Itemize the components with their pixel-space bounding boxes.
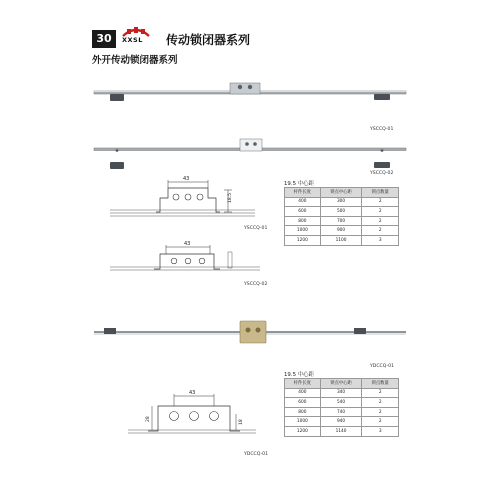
table-header-cell: 杆件长度 (285, 379, 321, 389)
brand-name: XXSL (122, 36, 143, 44)
dim-height-ysccq-01: 18.5 (228, 192, 233, 203)
dim-width-ydccq-01: 43 (189, 390, 196, 396)
table-cell: 600 (285, 398, 321, 408)
table-header-cell: 锁点中心距 (320, 188, 362, 198)
table-row (285, 226, 399, 236)
page-title: 传动锁闭器系列 (166, 33, 251, 47)
table-row (285, 407, 399, 417)
table-cell: 300 (320, 197, 362, 207)
table-cell: 3 (362, 426, 399, 436)
table-cell: 400 (285, 388, 321, 398)
table-row (285, 426, 399, 436)
table-cell: 800 (285, 216, 321, 226)
table-cell: 900 (320, 226, 362, 236)
table-row (285, 207, 399, 217)
table-cell: 2 (362, 197, 399, 207)
spec-table-ydccq (284, 378, 399, 437)
table-cell: 1140 (320, 426, 362, 436)
product-rod-ysccq-02 (92, 138, 410, 174)
table1-title: 19.5 中心距 (284, 181, 314, 187)
table-cell: 3 (362, 235, 399, 245)
drawing-ysccq-02 (110, 238, 260, 286)
table-row (285, 398, 399, 408)
dim-width-ysccq-02: 43 (184, 241, 191, 247)
table-cell: 2 (362, 388, 399, 398)
table-header-cell: 锁点中心距 (320, 379, 362, 389)
table-cell: 700 (320, 216, 362, 226)
product-rod-ydccq-01 (92, 316, 410, 362)
table-cell: 500 (320, 207, 362, 217)
table2-title: 19.5 中心距 (284, 372, 314, 378)
table-row (285, 216, 399, 226)
table-cell: 940 (320, 417, 362, 427)
page-header (92, 30, 408, 48)
table-cell: 2 (362, 226, 399, 236)
table-cell: 400 (285, 197, 321, 207)
dim-left-ydccq-01: 28 (146, 416, 151, 422)
table-cell: 2 (362, 407, 399, 417)
table-header-row (285, 379, 399, 389)
table-cell: 1200 (285, 235, 321, 245)
table-cell: 1000 (285, 417, 321, 427)
table-cell: 2 (362, 216, 399, 226)
product-code-ysccq-02: YSCCQ-02 (370, 171, 394, 176)
product-rod-ysccq-01 (92, 75, 410, 105)
table-row (285, 388, 399, 398)
table-cell: 740 (320, 407, 362, 417)
drawing-code-ysccq-02: YSCCQ-02 (244, 282, 268, 287)
section-subtitle: 外开传动锁闭器系列 (92, 55, 178, 66)
table-header-row (285, 188, 399, 198)
table-cell: 2 (362, 417, 399, 427)
table-cell: 800 (285, 407, 321, 417)
drawing-code-ysccq-01: YSCCQ-01 (244, 226, 268, 231)
table-cell: 540 (320, 398, 362, 408)
dim-right-ydccq-01: 18 (239, 419, 244, 425)
table-row (285, 235, 399, 245)
table-header-cell: 杆件长度 (285, 188, 321, 198)
table-row (285, 197, 399, 207)
table-cell: 1200 (285, 426, 321, 436)
table-cell: 600 (285, 207, 321, 217)
table-cell: 1000 (285, 226, 321, 236)
drawing-code-ydccq-01: YDCCQ-01 (244, 452, 269, 457)
table-cell: 2 (362, 398, 399, 408)
table-cell: 1100 (320, 235, 362, 245)
drawing-ysccq-01 (110, 176, 260, 236)
table-row (285, 417, 399, 427)
drawing-ydccq-01 (128, 384, 258, 448)
table-header-cell: 锁点数量 (362, 379, 399, 389)
table-header-cell: 锁点数量 (362, 188, 399, 198)
dim-width-ysccq-01: 43 (183, 176, 190, 182)
product-code-ydccq-01: YDCCQ-01 (370, 364, 395, 369)
spec-table-ysccq (284, 187, 399, 246)
page-number: 30 (92, 30, 116, 48)
product-code-ysccq-01: YSCCQ-01 (370, 127, 394, 132)
table-cell: 2 (362, 207, 399, 217)
table-cell: 340 (320, 388, 362, 398)
